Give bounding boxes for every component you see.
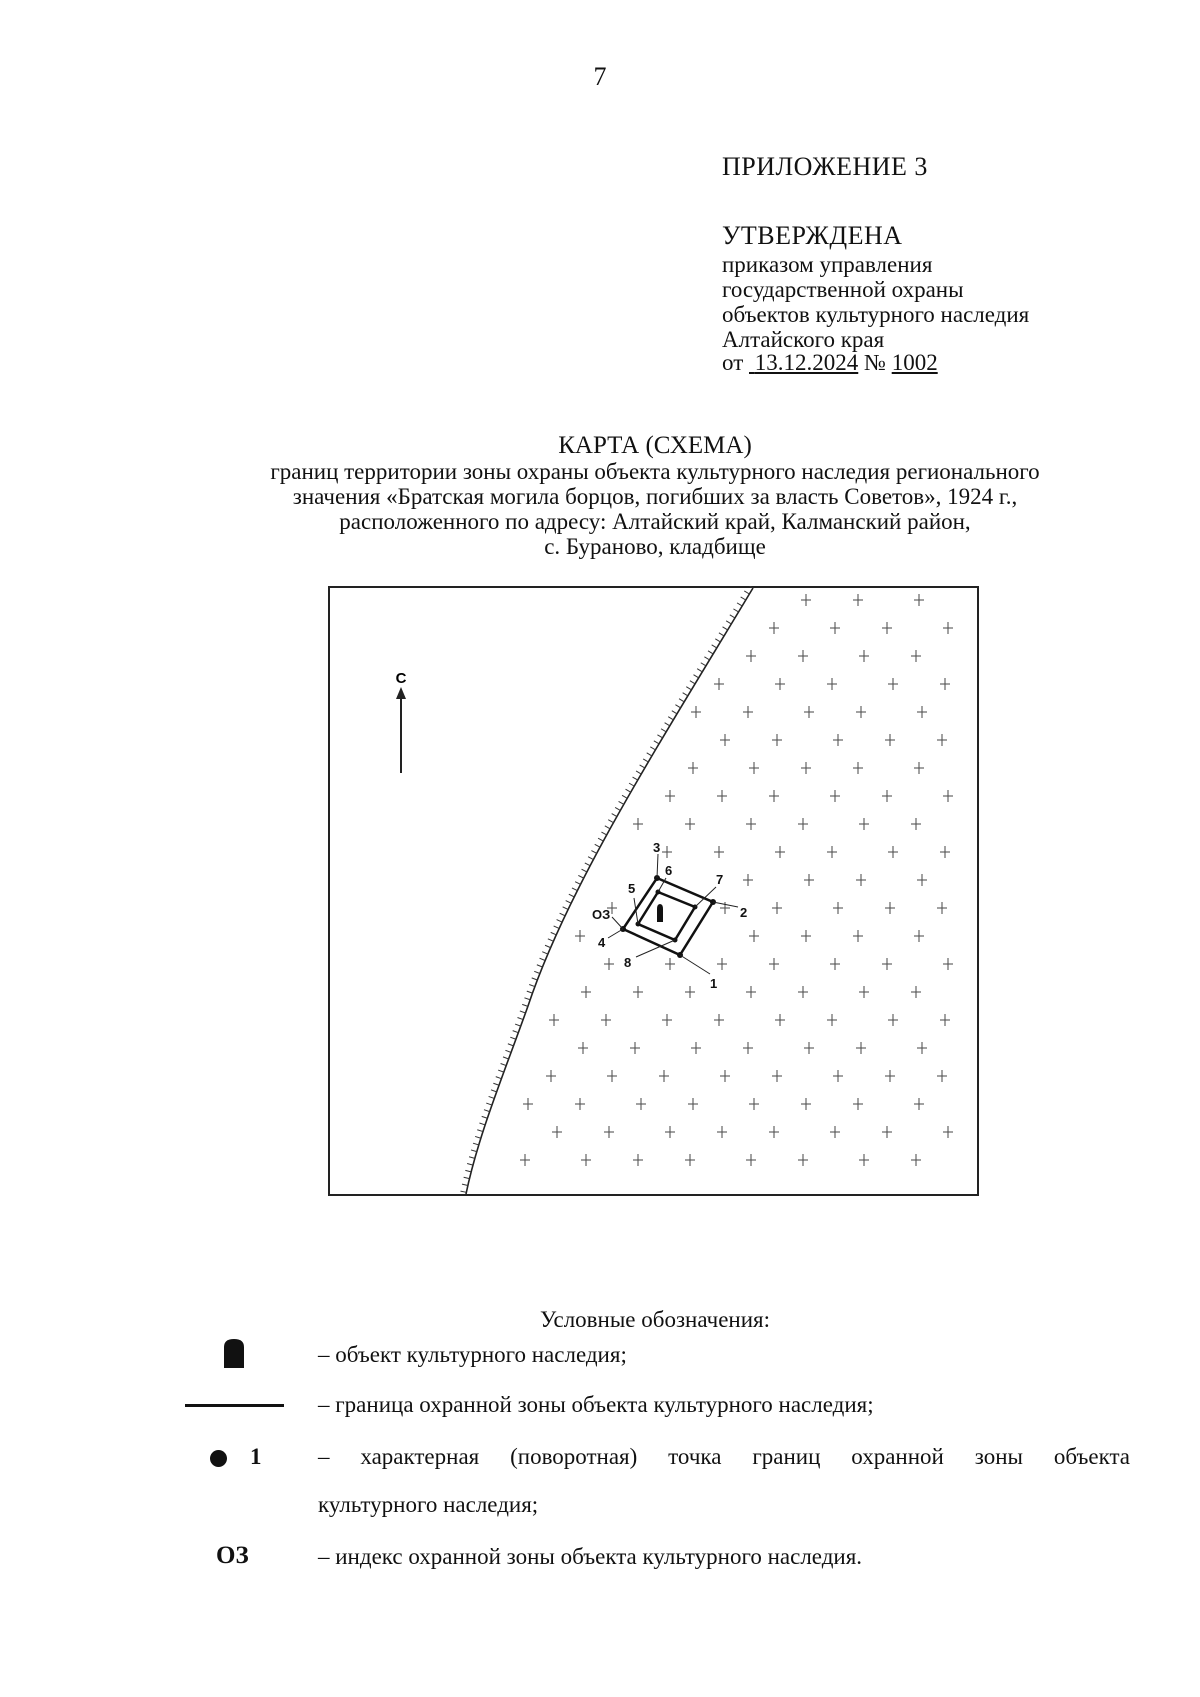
point-label-1: 1 (710, 976, 718, 991)
map-subtitle-line: значения «Братская могила борцов, погибших за власть Советов», 1924 г., (292, 484, 1018, 509)
approval-line: государственной охраны (722, 277, 964, 302)
point-label-2: 2 (740, 905, 748, 920)
approval-authority (722, 252, 1029, 352)
approval-date-line (722, 350, 938, 376)
number-sign: № (864, 350, 886, 375)
page-number: 7 (593, 62, 607, 91)
approval-line: Алтайского края (722, 327, 885, 352)
appendix-heading: ПРИЛОЖЕНИЕ 3 (722, 152, 928, 181)
legend-item-monument: – объект культурного наследия; (0, 1338, 1200, 1378)
zone-index-symbol: ОЗ (216, 1542, 249, 1569)
approval-line: приказом управления (722, 252, 933, 277)
point-label-4: 4 (598, 935, 606, 950)
legend-item-turning-point: 1 – характерная (поворотная) точка границ охранной зоны объекта культурного наследия; (0, 1440, 1200, 1530)
approval-number: 1002 (891, 350, 938, 375)
turning-point-symbol-label: 1 (250, 1444, 262, 1469)
legend-item-zone-index: ОЗ – индекс охранной зоны объекта культурного наследия. (216, 1542, 863, 1569)
zone-index-label: ОЗ (592, 907, 611, 922)
map-subtitle-line: расположенного по адресу: Алтайский край, Калманский район, (339, 509, 971, 534)
point-label-3: 3 (653, 840, 661, 855)
approval-line: объектов культурного наследия (722, 302, 1030, 327)
map-subtitle-line: границ территории зоны охраны объекта культурного наследия регионального (270, 459, 1040, 484)
point-label-6: 6 (665, 863, 673, 878)
turning-point-symbol (210, 1450, 227, 1467)
date-prefix: от (722, 350, 744, 375)
north-label: С (395, 670, 407, 687)
map-subtitle-line: с. Бураново, кладбище (544, 534, 766, 559)
map-subtitle (170, 459, 1140, 559)
monument-icon (221, 1338, 247, 1370)
point-label-7: 7 (716, 872, 724, 887)
approval-date: 13.12.2024 (754, 350, 859, 375)
map-title: КАРТА (СХЕМА) (558, 432, 752, 459)
point-label-5: 5 (628, 881, 636, 896)
point-label-8: 8 (624, 955, 632, 970)
map-scheme (328, 586, 979, 1196)
boundary-line-symbol (185, 1404, 284, 1407)
legend-item-boundary: – граница охранной зоны объекта культурного наследия; (0, 1388, 1200, 1428)
approved-heading: УТВЕРЖДЕНА (722, 221, 903, 250)
legend-title: Условные обозначения: (539, 1307, 771, 1332)
monument-icon (657, 904, 663, 922)
